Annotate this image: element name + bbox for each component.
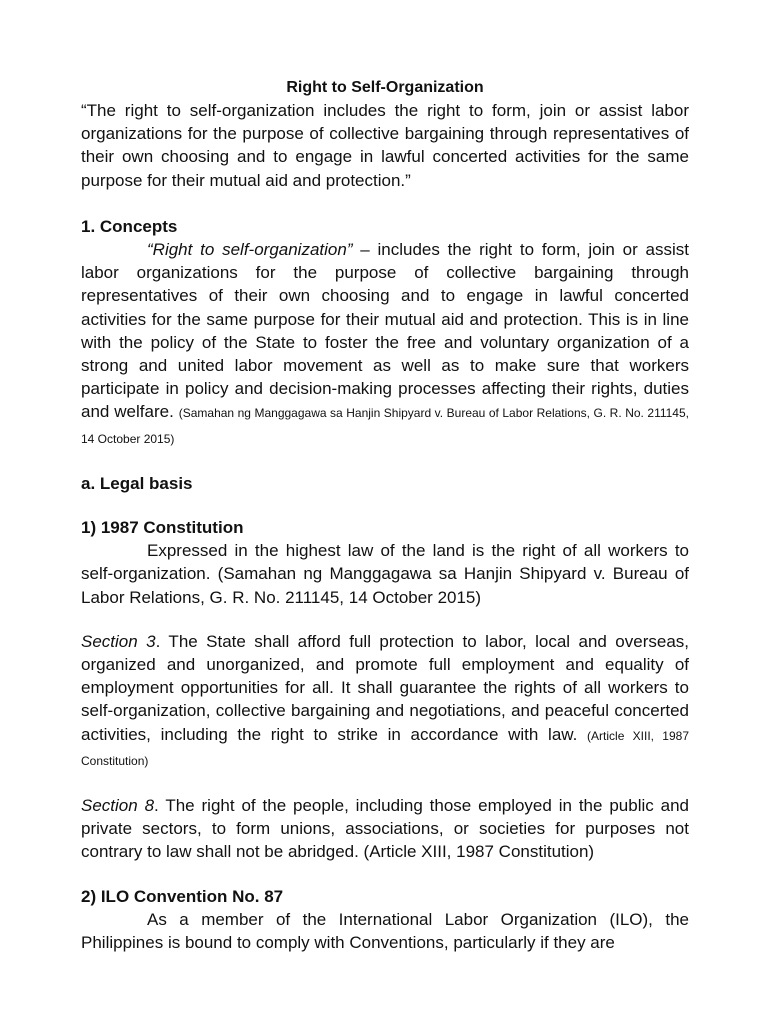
document-page bbox=[81, 76, 689, 954]
ilo-paragraph: As a member of the International Labor Organization (ILO), the Philippines is bound to comply with Conventions, particularly if they are bbox=[81, 909, 689, 953]
spacer bbox=[81, 192, 689, 215]
constitution-paragraph: Expressed in the highest law of the land is the right of all workers to self-organization. (Samahan ng Manggagawa sa Hanjin Shipyard v. Bureau of Labor Relations, G. R. No. 211145, 14 October 2015) bbox=[81, 541, 689, 607]
concepts-heading: 1. Concepts bbox=[81, 216, 178, 236]
concepts-paragraph bbox=[81, 238, 689, 451]
section3-paragraph bbox=[81, 630, 689, 773]
constitution-heading: 1) 1987 Constitution bbox=[81, 518, 244, 538]
legal-basis-heading: a. Legal basis bbox=[81, 473, 193, 493]
spacer bbox=[81, 495, 689, 516]
concepts-term: “Right to self-organization” bbox=[147, 240, 353, 260]
section3-body: . The State shall afford full protection to labor, local and overseas, organized and unorganized, and promote full employment and equality of employment opportunities for all. It shall guarantee the rights of all workers to self-organization, collective bargaining and negotiations, and peaceful concerted activities, including the right to strike in accordance with law. bbox=[81, 631, 689, 744]
section8-body: . The right of the people, including those employed in the public and private sectors, to form unions, associations, or societies for purposes not contrary to law shall not be abridged. (Article XIII, 1987 Constitution) bbox=[81, 796, 689, 862]
intro-quote: “The right to self-organization includes the right to form, join or assist labor organizations for the purpose of collective bargaining through representatives of their own choosing and to engage in lawful concerted activities for the same purpose for their mutual aid and protection.” bbox=[81, 101, 689, 190]
concepts-citation: (Samahan ng Manggagawa sa Hanjin Shipyard v. Bureau of Labor Relations, G. R. No. 211145, 14 October 2015) bbox=[81, 406, 689, 446]
spacer bbox=[81, 864, 689, 885]
ilo-heading: 2) ILO Convention No. 87 bbox=[81, 886, 284, 906]
section3-label: Section 3 bbox=[81, 631, 156, 651]
spacer bbox=[81, 451, 689, 472]
spacer bbox=[81, 773, 689, 794]
document-title: Right to Self-Organization bbox=[286, 79, 484, 96]
section3-citation: (Article XIII, 1987 Constitution) bbox=[81, 728, 689, 768]
section8-paragraph bbox=[81, 794, 689, 864]
section8-label: Section 8 bbox=[81, 796, 155, 816]
spacer bbox=[81, 609, 689, 630]
concepts-body: – includes the right to form, join or assist labor organizations for the purpose of collective bargaining through representatives of their own choosing and to engage in lawful concerted activities for the same purpose for their mutual aid and protection. This is in line with the policy of the State to foster the free and voluntary organization of a strong and united labor movement as well as to make sure that workers participate in policy and decision-making processes affecting their rights, duties and welfare. bbox=[81, 240, 689, 422]
